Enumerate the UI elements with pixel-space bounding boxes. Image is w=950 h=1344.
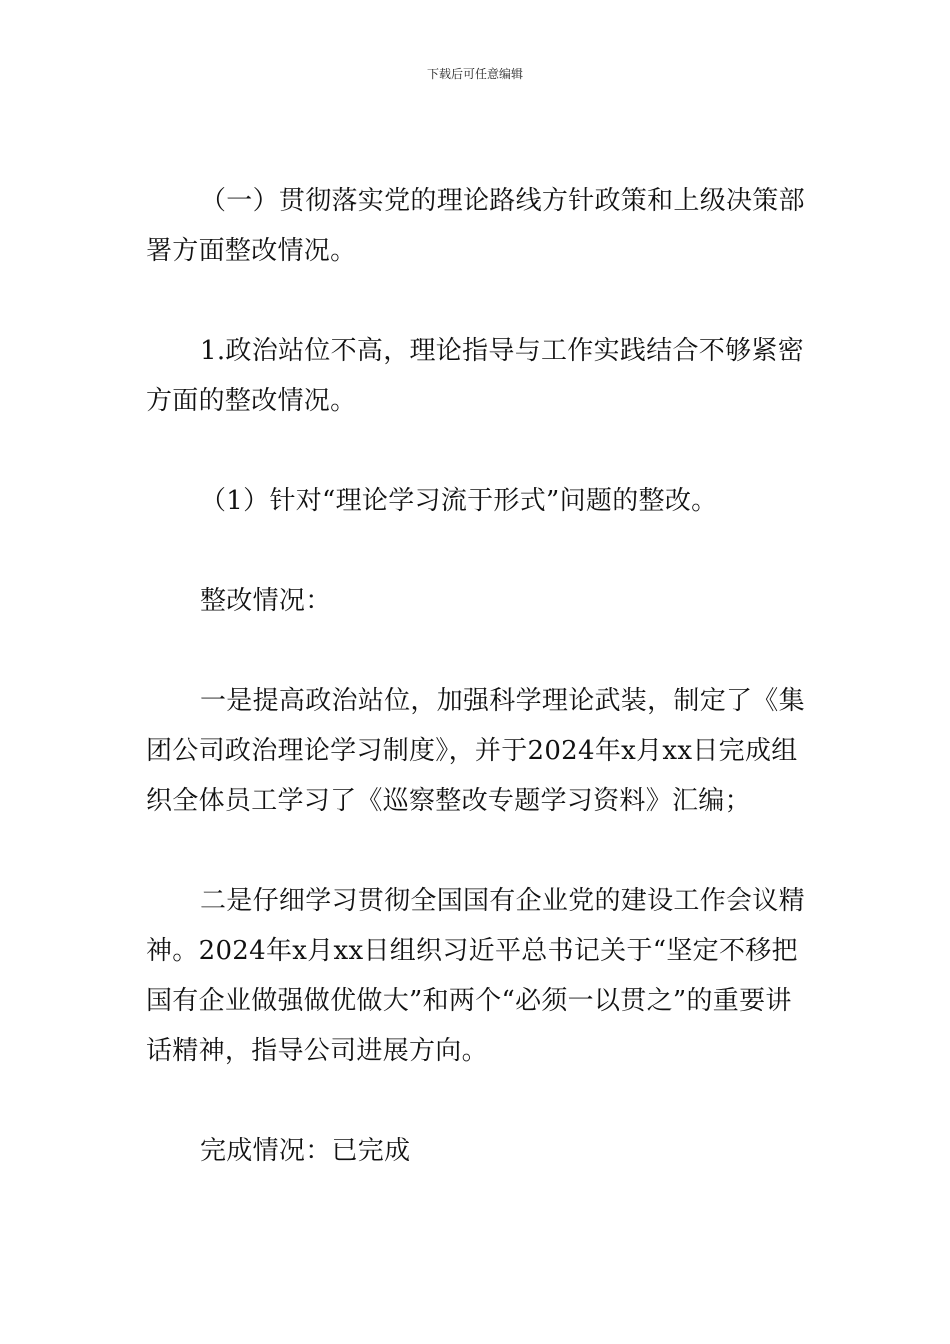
- measure-paragraph-2: 二是仔细学习贯彻全国国有企业党的建设工作会议精神。2024年x月xx日组织习近平总书记关于“坚定不移把国有企业做强做优做大”和两个“必须一以贯之”的重要讲话精神，指导公司进展方向。: [146, 886, 805, 1066]
- paragraph-spacer: [146, 426, 810, 476]
- measure-paragraph-1: 一是提高政治站位，加强科学理论武装，制定了《集团公司政治理论学习制度》，并于2024年x月xx日完成组织全体员工学习了《巡察整改专题学习资料》汇编；: [146, 686, 805, 816]
- issue-heading: （1）针对“理论学习流于形式”问题的整改。: [200, 486, 718, 516]
- subsection-heading: 1.政治站位不高，理论指导与工作实践结合不够紧密方面的整改情况。: [146, 336, 805, 416]
- paragraph-spacer: [146, 276, 810, 326]
- paragraph-spacer: [146, 626, 810, 676]
- rectification-label: 整改情况：: [200, 586, 332, 616]
- section-heading: （一）贯彻落实党的理论路线方针政策和上级决策部署方面整改情况。: [146, 186, 805, 266]
- page-header: 下载后可任意编辑: [426, 67, 523, 81]
- paragraph-spacer: [146, 1076, 810, 1126]
- completion-status: 完成情况：已完成: [200, 1136, 411, 1166]
- document-body: [146, 176, 810, 1176]
- paragraph-spacer: [146, 526, 810, 576]
- paragraph-spacer: [146, 826, 810, 876]
